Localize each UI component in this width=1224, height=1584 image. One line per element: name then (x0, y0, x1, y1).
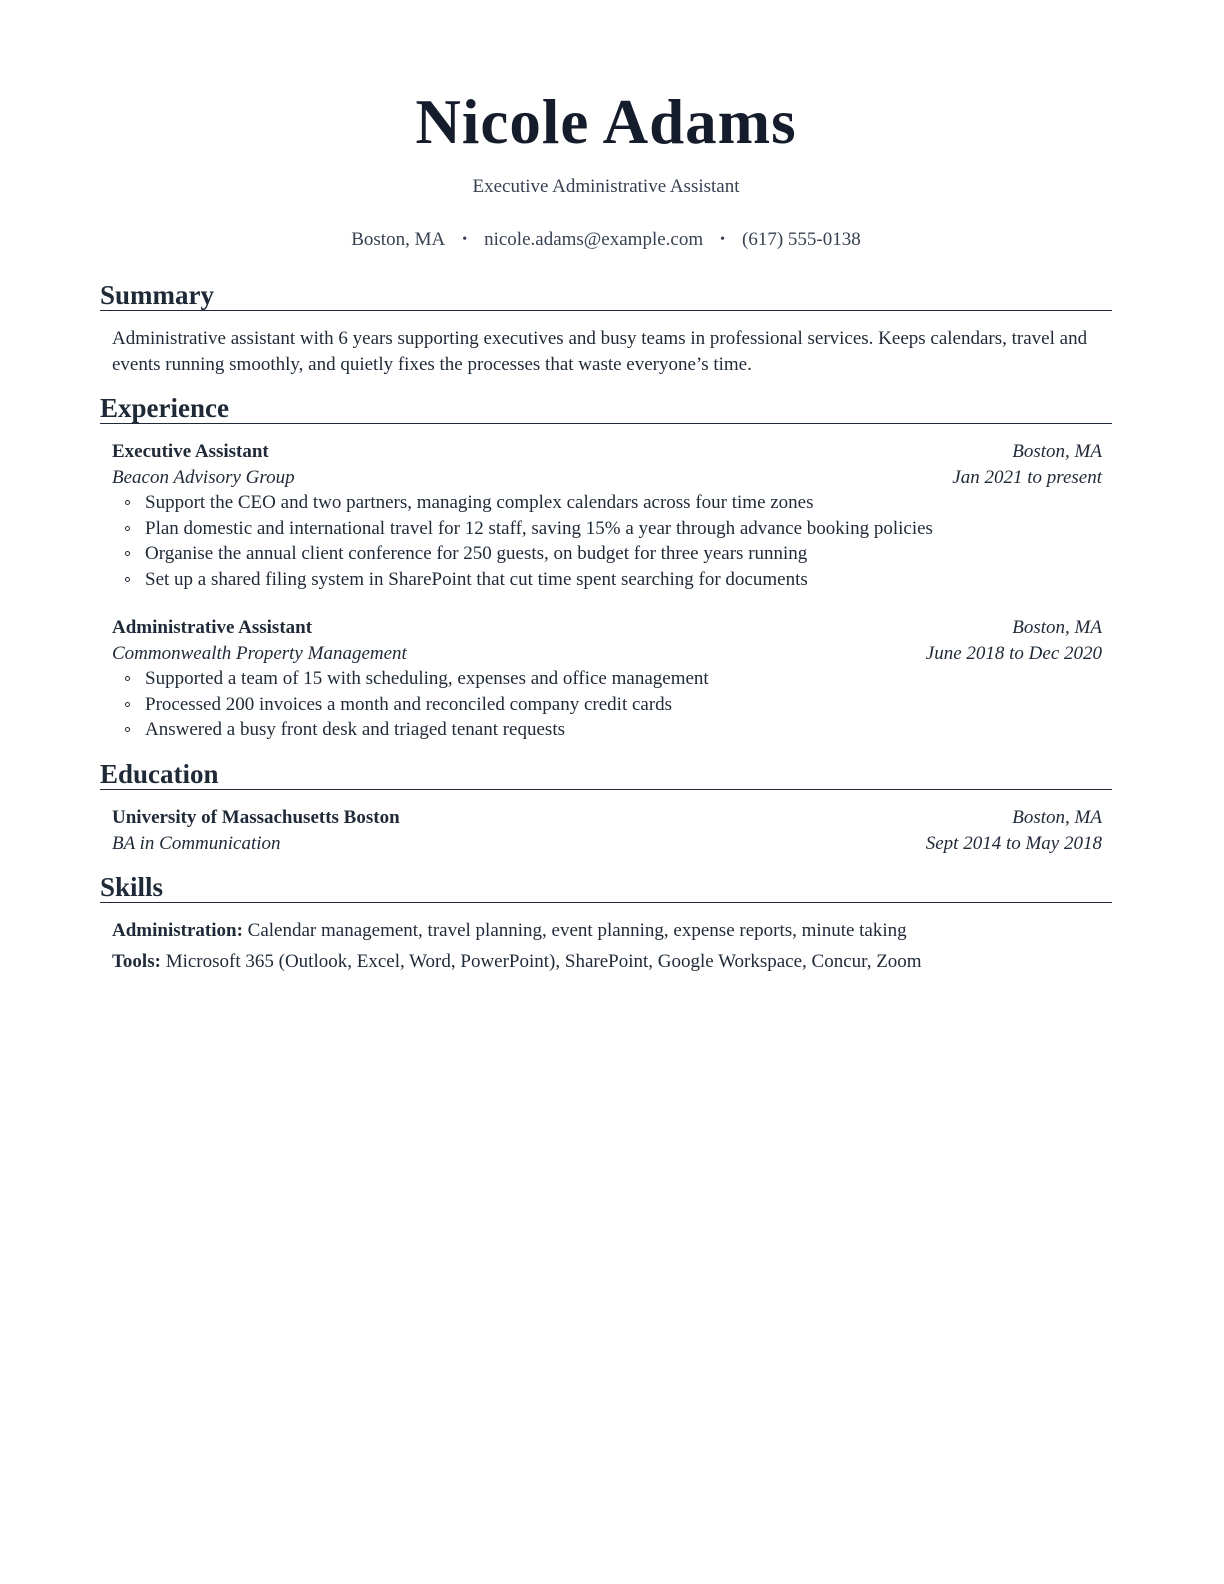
contact-location: Boston, MA (351, 229, 446, 250)
job-bullet-list (112, 490, 1102, 592)
job-company: Commonwealth Property Management (112, 643, 407, 664)
skill-label: Administration: (112, 920, 243, 941)
contact-separator: • (720, 232, 726, 247)
job-dates: June 2018 to Dec 2020 (925, 643, 1102, 664)
bullet-text: Set up a shared filing system in SharePoint that cut time spent searching for documents (145, 568, 808, 590)
job-title: Executive Administrative Assistant (472, 176, 740, 197)
job-location: Boston, MA (1012, 617, 1102, 638)
skill-text: Calendar management, travel planning, event planning, expense reports, minute taking (247, 920, 907, 941)
bullet-icon (125, 500, 130, 505)
education-dates: Sept 2014 to May 2018 (925, 833, 1102, 854)
job-role: Executive Assistant (112, 441, 269, 462)
list-item (112, 692, 1102, 718)
education-degree-row (112, 831, 1102, 857)
section-heading-skills: Skills (100, 872, 1112, 903)
list-item (112, 541, 1102, 567)
skill-label: Tools: (112, 951, 161, 972)
skill-text: Microsoft 365 (Outlook, Excel, Word, PowerPoint), SharePoint, Google Workspace, Concur, Zoom (165, 951, 922, 972)
list-item (112, 490, 1102, 516)
contact-phone[interactable]: (617) 555-0138 (742, 229, 861, 250)
contact-line (100, 228, 1112, 252)
bullet-text: Support the CEO and two partners, managing complex calendars across four time zones (145, 492, 814, 513)
job-role: Administrative Assistant (112, 617, 313, 638)
section-heading-education: Education (100, 759, 1112, 790)
job-dates: Jan 2021 to present (952, 467, 1102, 488)
section-heading-experience: Experience (100, 393, 1112, 424)
education-location: Boston, MA (1012, 807, 1102, 828)
education-header-row (112, 805, 1102, 831)
skill-line-tools (112, 949, 1108, 975)
education-degree: BA in Communication (112, 833, 281, 854)
section-heading-summary: Summary (100, 280, 1112, 311)
list-item (112, 567, 1102, 593)
bullet-text: Supported a team of 15 with scheduling, expenses and office management (145, 668, 709, 689)
job-header-row (112, 439, 1102, 465)
bullet-icon (125, 676, 130, 681)
job-company: Beacon Advisory Group (112, 467, 295, 488)
contact-email[interactable]: nicole.adams@example.com (484, 229, 704, 250)
education-school: University of Massachusetts Boston (112, 807, 400, 828)
list-item (112, 666, 1102, 692)
bullet-text: Plan domestic and international travel for 12 staff, saving 15% a year through advance booking policies (145, 517, 933, 539)
list-item (112, 516, 1102, 542)
contact-separator: • (462, 232, 468, 247)
job-company-row (112, 641, 1102, 667)
bullet-icon (125, 727, 130, 732)
bullet-text: Processed 200 invoices a month and reconciled company credit cards (145, 693, 673, 715)
bullet-icon (125, 702, 130, 707)
job-bullet-list (112, 666, 1102, 743)
bullet-icon (125, 551, 130, 556)
candidate-name: Nicole Adams (415, 87, 797, 157)
skill-line-administration (112, 918, 1108, 944)
bullet-text: Organise the annual client conference for 250 guests, on budget for three years running (145, 543, 808, 564)
list-item (112, 717, 1102, 743)
job-location: Boston, MA (1012, 441, 1102, 462)
bullet-icon (125, 577, 130, 582)
bullet-text: Answered a busy front desk and triaged tenant requests (145, 719, 565, 740)
bullet-icon (125, 526, 130, 531)
job-company-row (112, 465, 1102, 491)
job-header-row (112, 615, 1102, 641)
summary-text: Administrative assistant with 6 years supporting executives and busy teams in professional services. Keeps calendars, travel and events running smoothly, and quietly fixes the processes that waste everyone’s time. (112, 328, 1088, 375)
